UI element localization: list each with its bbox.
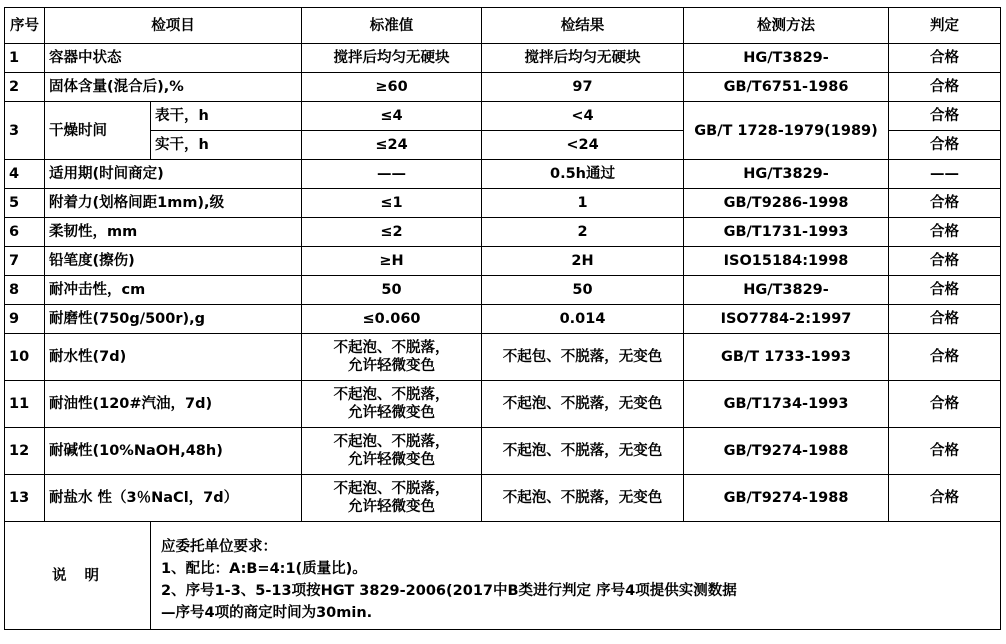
standard-value: —— [302, 160, 482, 189]
result-value: 2 [482, 218, 684, 247]
row-number: 4 [5, 160, 45, 189]
table-row [5, 475, 1001, 522]
item-name: 耐冲击性，cm [45, 276, 302, 305]
item-name: 附着力(划格间距1mm),级 [45, 189, 302, 218]
row-number: 10 [5, 334, 45, 381]
judge-value: 合格 [889, 102, 1001, 131]
item-name: 容器中状态 [45, 44, 302, 73]
standard-value [302, 475, 482, 522]
notes-line: 1、配比：A:B=4:1(质量比)。 [161, 561, 367, 577]
standard-line: 不起泡、不脱落， [333, 387, 450, 403]
method-value: HG/T3829- [684, 44, 889, 73]
header-standard: 标准值 [302, 8, 482, 44]
table-row [5, 334, 1001, 381]
standard-value [302, 334, 482, 381]
table-row [5, 189, 1001, 218]
method-value: HG/T3829- [684, 276, 889, 305]
standard-value: ≤4 [302, 102, 482, 131]
standard-line: 允许轻微变色 [348, 405, 435, 421]
standard-value: ≤24 [302, 131, 482, 160]
row-number: 6 [5, 218, 45, 247]
method-value: ISO15184:1998 [684, 247, 889, 276]
method-value: GB/T9274-1988 [684, 475, 889, 522]
standard-value [302, 428, 482, 475]
item-name: 耐油性(120#汽油，7d) [45, 381, 302, 428]
table-row [5, 305, 1001, 334]
standard-value: 50 [302, 276, 482, 305]
method-value: GB/T9274-1988 [684, 428, 889, 475]
judge-value: 合格 [889, 276, 1001, 305]
notes-label: 说明 [5, 522, 151, 630]
result-value: 2H [482, 247, 684, 276]
judge-value: 合格 [889, 189, 1001, 218]
header-row [5, 8, 1001, 44]
result-value: 0.5h通过 [482, 160, 684, 189]
method-value: ISO7784-2:1997 [684, 305, 889, 334]
table-row [5, 102, 1001, 131]
item-name: 耐磨性(750g/500r),g [45, 305, 302, 334]
row-number: 11 [5, 381, 45, 428]
table-row [5, 160, 1001, 189]
result-value: 不起泡、不脱落，无变色 [482, 381, 684, 428]
judge-value: 合格 [889, 73, 1001, 102]
result-value: 不起泡、不脱落，无变色 [482, 475, 684, 522]
notes-line: —序号4项的商定时间为30min. [161, 605, 373, 621]
header-judge: 判定 [889, 8, 1001, 44]
judge-value: 合格 [889, 131, 1001, 160]
table-row [5, 276, 1001, 305]
judge-value: 合格 [889, 381, 1001, 428]
row-number: 5 [5, 189, 45, 218]
standard-line: 不起泡、不脱落， [333, 481, 450, 497]
method-value: GB/T1734-1993 [684, 381, 889, 428]
table-row [5, 44, 1001, 73]
method-value: GB/T6751-1986 [684, 73, 889, 102]
item-name: 耐碱性(10%NaOH,48h) [45, 428, 302, 475]
item-name: 耐水性(7d) [45, 334, 302, 381]
method-value: GB/T 1733-1993 [684, 334, 889, 381]
result-value: 0.014 [482, 305, 684, 334]
header-method: 检测方法 [684, 8, 889, 44]
item-name: 柔韧性，mm [45, 218, 302, 247]
row-number: 9 [5, 305, 45, 334]
row-number: 12 [5, 428, 45, 475]
item-name: 耐盐水 性（3％NaCl，7d） [45, 475, 302, 522]
method-value: HG/T3829- [684, 160, 889, 189]
standard-value: 搅拌后均匀无硬块 [302, 44, 482, 73]
judge-value: 合格 [889, 44, 1001, 73]
item-name: 固体含量(混合后),% [45, 73, 302, 102]
result-value: 不起包、不脱落，无变色 [482, 334, 684, 381]
standard-line: 允许轻微变色 [348, 452, 435, 468]
judge-value: 合格 [889, 334, 1001, 381]
standard-value: ≥60 [302, 73, 482, 102]
result-value: 50 [482, 276, 684, 305]
judge-value: 合格 [889, 305, 1001, 334]
item-name: 适用期(时间商定) [45, 160, 302, 189]
item-name: 干燥时间 [45, 102, 151, 160]
standard-line: 不起泡、不脱落， [333, 434, 450, 450]
standard-value: ≤2 [302, 218, 482, 247]
notes-content [151, 522, 1001, 630]
judge-value: —— [889, 160, 1001, 189]
item-name: 铅笔度(擦伤) [45, 247, 302, 276]
table-row [5, 73, 1001, 102]
method-value: GB/T9286-1998 [684, 189, 889, 218]
row-number: 7 [5, 247, 45, 276]
inspection-report-table [4, 7, 1001, 630]
table-row [5, 218, 1001, 247]
table-row [5, 428, 1001, 475]
sub-item-name: 表干，h [151, 102, 302, 131]
result-value: 97 [482, 73, 684, 102]
result-value: 搅拌后均匀无硬块 [482, 44, 684, 73]
notes-row [5, 522, 1001, 630]
row-number: 3 [5, 102, 45, 160]
judge-value: 合格 [889, 428, 1001, 475]
method-value: GB/T 1728-1979(1989) [684, 102, 889, 160]
standard-line: 不起泡、不脱落， [333, 340, 450, 356]
judge-value: 合格 [889, 247, 1001, 276]
result-value: 不起泡、不脱落，无变色 [482, 428, 684, 475]
standard-line: 允许轻微变色 [348, 358, 435, 374]
sub-item-name: 实干，h [151, 131, 302, 160]
row-number: 8 [5, 276, 45, 305]
table-row [5, 247, 1001, 276]
header-seq: 序号 [5, 8, 45, 44]
method-value: GB/T1731-1993 [684, 218, 889, 247]
standard-value: ≥H [302, 247, 482, 276]
judge-value: 合格 [889, 475, 1001, 522]
table-row [5, 381, 1001, 428]
row-number: 2 [5, 73, 45, 102]
result-value: 1 [482, 189, 684, 218]
header-item: 检项目 [45, 8, 302, 44]
result-value: <4 [482, 102, 684, 131]
header-result: 检结果 [482, 8, 684, 44]
standard-value [302, 381, 482, 428]
result-value: <24 [482, 131, 684, 160]
notes-line: 2、序号1-3、5-13项按HGT 3829-2006(2017中B类进行判定 序号4项提供实测数据 [161, 583, 737, 599]
standard-line: 允许轻微变色 [348, 499, 435, 515]
standard-value: ≤1 [302, 189, 482, 218]
notes-line: 应委托单位要求： [161, 539, 277, 555]
judge-value: 合格 [889, 218, 1001, 247]
row-number: 13 [5, 475, 45, 522]
row-number: 1 [5, 44, 45, 73]
standard-value: ≤0.060 [302, 305, 482, 334]
